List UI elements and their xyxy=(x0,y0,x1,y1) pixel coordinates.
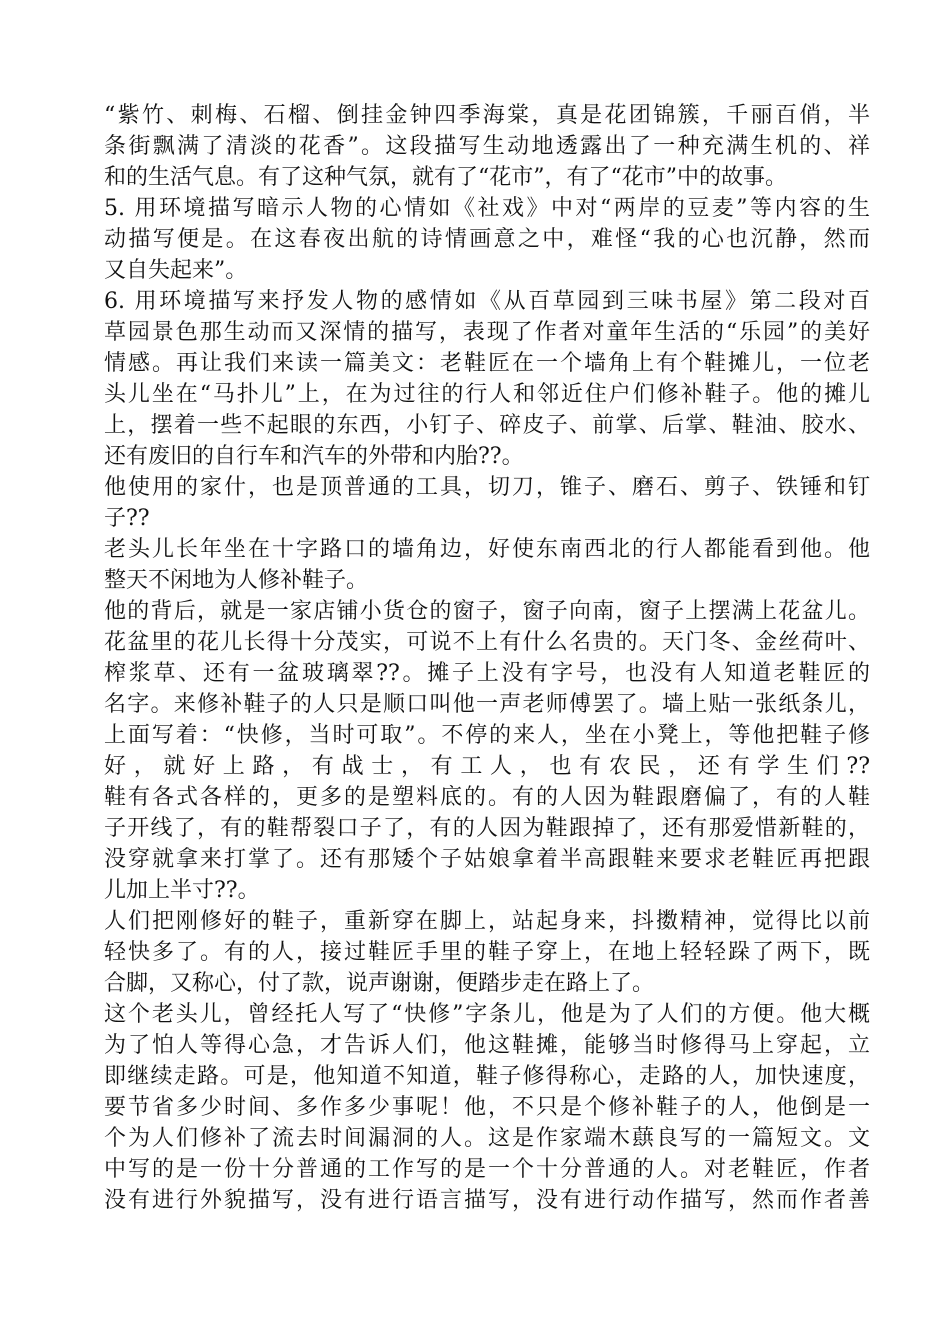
text-line: 还有废旧的自行车和汽车的外带和内胎??。 xyxy=(104,444,524,469)
text-line: 榨浆草、还有一盆玻璃翠??。摊子上没有字号，也没有人知道老鞋匠的 xyxy=(104,661,870,686)
text-line: 动描写便是。在这春夜出航的诗情画意之中，难怪“我的心也沉静，然而 xyxy=(104,227,870,252)
text-line: 花盆里的花儿长得十分茂实，可说不上有什么名贵的。天门冬、金丝荷叶、 xyxy=(104,630,870,655)
text-line: “紫竹、刺梅、石榴、倒挂金钟四季海棠，真是花团锦簇，千丽百俏，半 xyxy=(104,103,870,128)
text-line: 老头儿长年坐在十字路口的墙角边，好使东南西北的行人都能看到他。他 xyxy=(104,537,870,562)
text-line: 中写的是一份十分普通的工作写的是一个十分普通的人。对老鞋匠，作者 xyxy=(104,1157,870,1182)
text-line: 6. 用环境描写来抒发人物的感情如《从百草园到三味书屋》第二段对百 xyxy=(104,289,870,314)
text-line: 名字。来修补鞋子的人只是顺口叫他一声老师傅罢了。墙上贴一张纸条儿， xyxy=(104,692,870,717)
text-line: 个为人们修补了流去时间漏洞的人。这是作家端木蕻良写的一篇短文。文 xyxy=(104,1126,870,1151)
text-line: 他使用的家什，也是顶普通的工具，切刀，锥子、磨石、剪子、铁锤和钉 xyxy=(104,475,870,500)
text-line: 情感。再让我们来读一篇美文：老鞋匠在一个墙角上有个鞋摊儿，一位老 xyxy=(104,351,870,376)
text-line: 子开线了，有的鞋帮裂口子了，有的人因为鞋跟掉了，还有那爱惜新鞋的， xyxy=(104,816,870,841)
document-page xyxy=(104,100,870,1216)
text-line: 轻快多了。有的人，接过鞋匠手里的鞋子穿上，在地上轻轻跺了两下，既 xyxy=(104,940,870,965)
text-line: 他的背后，就是一家店铺小货仓的窗子，窗子向南，窗子上摆满上花盆儿。 xyxy=(104,599,870,624)
text-line: 即继续走路。可是，他知道不知道，鞋子修得称心，走路的人，加快速度， xyxy=(104,1064,870,1089)
text-line: 整天不闲地为人修补鞋子。 xyxy=(104,568,369,593)
text-line: 草园景色那生动而又深情的描写，表现了作者对童年生活的“乐园”的美好 xyxy=(104,320,870,345)
text-line: 上，摆着一些不起眼的东西，小钉子、碎皮子、前掌、后掌、鞋油、胶水、 xyxy=(104,413,870,438)
text-line: 这个老头儿，曾经托人写了“快修”字条儿，他是为了人们的方便。他大概 xyxy=(104,1002,870,1027)
text-line: 和的生活气息。有了这种气氛，就有了“花市”，有了“花市”中的故事。 xyxy=(104,165,787,190)
text-line: 为了怕人等得心急，才告诉人们，他这鞋摊，能够当时修得马上穿起，立 xyxy=(104,1033,870,1058)
text-line: 好，就好上路，有战士，有工人，也有农民，还有学生们?? xyxy=(104,754,870,779)
text-line: 上面写着：“快修，当时可取”。不停的来人，坐在小凳上，等他把鞋子修 xyxy=(104,723,870,748)
text-line: 人们把刚修好的鞋子，重新穿在脚上，站起身来，抖擞精神，觉得比以前 xyxy=(104,909,870,934)
text-line: 要节省多少时间、多作多少事呢！他，不只是个修补鞋子的人，他倒是一 xyxy=(104,1095,870,1120)
text-line: 儿加上半寸??。 xyxy=(104,878,260,903)
text-line: 又自失起来”。 xyxy=(104,258,248,283)
text-line: 合脚，又称心，付了款，说声谢谢，便踏步走在路上了。 xyxy=(104,971,655,996)
text-line: 子?? xyxy=(104,506,150,531)
text-line: 5. 用环境描写暗示人物的心情如《社戏》中对“两岸的豆麦”等内容的生 xyxy=(104,196,870,221)
text-line: 条街飘满了清淡的花香”。这段描写生动地透露出了一种充满生机的、祥 xyxy=(104,134,870,159)
text-line: 头儿坐在“马扑儿”上，在为过往的行人和邻近住户们修补鞋子。他的摊儿 xyxy=(104,382,870,407)
text-line: 鞋有各式各样的，更多的是塑料底的。有的人因为鞋跟磨偏了，有的人鞋 xyxy=(104,785,870,810)
text-line: 没穿就拿来打掌了。还有那矮个子姑娘拿着半高跟鞋来要求老鞋匠再把跟 xyxy=(104,847,870,872)
text-line: 没有进行外貌描写，没有进行语言描写，没有进行动作描写，然而作者善 xyxy=(104,1188,870,1213)
